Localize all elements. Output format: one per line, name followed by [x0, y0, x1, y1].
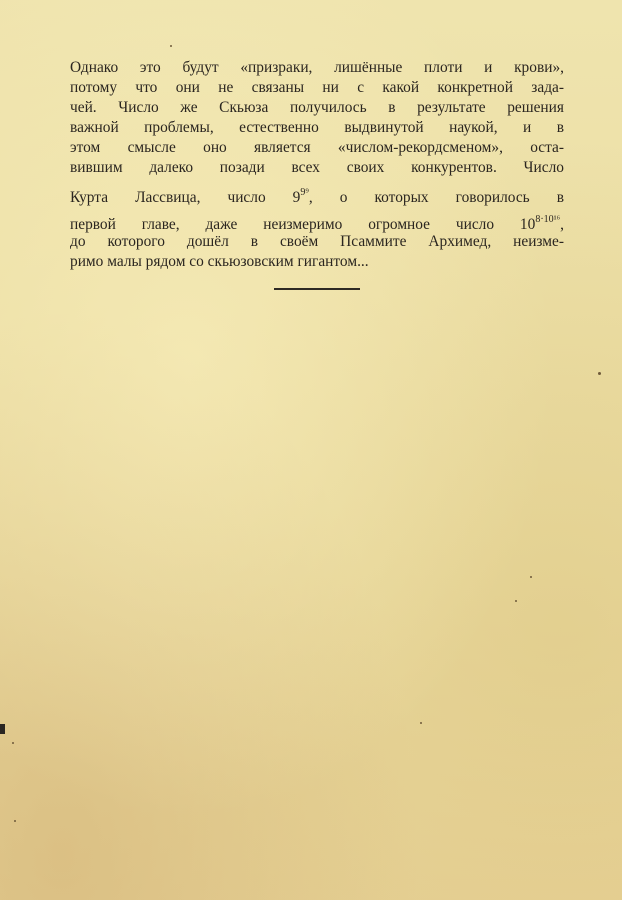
text-run: первой главе, даже неизмеримо огромное число 10 — [70, 216, 536, 233]
paragraph — [70, 58, 564, 272]
text-line: вившим далеко позади всех своих конкурентов. Число — [70, 159, 564, 176]
text-run: , — [560, 216, 564, 233]
text-run: Курта Лассвица, число 9 — [70, 189, 301, 206]
text-line: чей. Число же Скьюза получилось в результате решения — [70, 99, 564, 116]
text-line-final: римо малы рядом со скьюзовским гигантом... — [70, 253, 369, 270]
text-line-with-power — [70, 205, 564, 232]
superscript-exponent: 8·10¹⁶ — [535, 214, 561, 225]
text-run: , о которых говорилось в — [308, 189, 564, 206]
text-line: важной проблемы, естественно выдвинутой наукой, и в — [70, 119, 564, 136]
text-line: Однако это будут «призраки, лишённые плоти и крови», — [70, 59, 564, 76]
text-line: потому что они не связаны ни с какой конкретной зада- — [70, 79, 564, 96]
superscript-exponent: 9⁹ — [300, 187, 309, 198]
text-line: до которого дошёл в своём Псаммите Архимед, неизме- — [70, 233, 564, 250]
text-line-with-power — [70, 178, 564, 205]
text-line: этом смысле оно является «числом-рекордсменом», оста- — [70, 139, 564, 156]
section-divider — [274, 288, 360, 290]
scan-edge-mark — [0, 724, 5, 734]
